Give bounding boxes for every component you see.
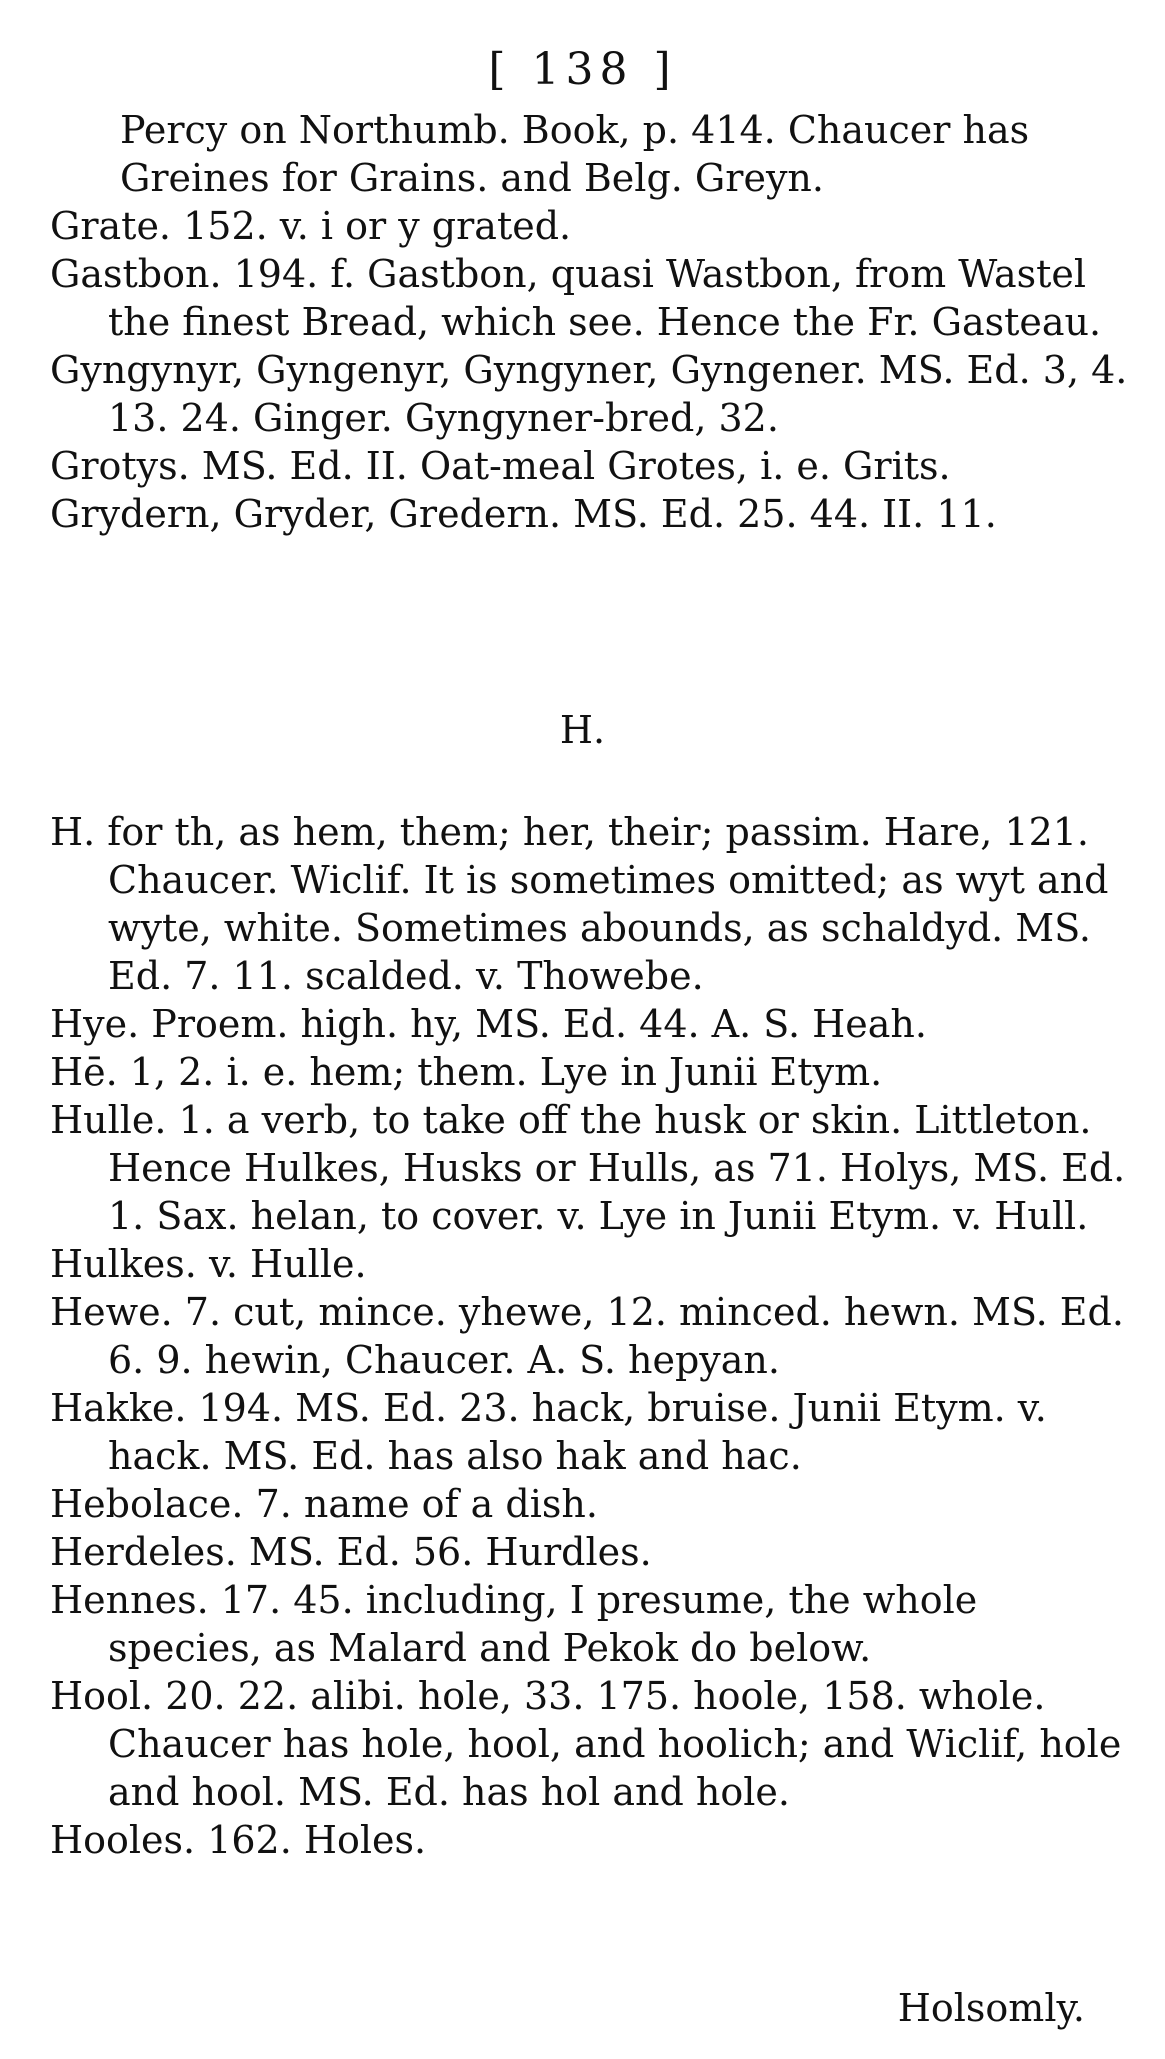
glossary-entry-he: Hē. 1, 2. i. e. hem; them. Lye in Junii Etym. [50,1050,883,1094]
glossary-entry-hye: Hye. Proem. high. hy, MS. Ed. 44. A. S. Heah. [50,1002,927,1046]
glossary-entry-hebolace: Hebolace. 7. name of a dish. [50,1482,598,1526]
glossary-entry-h: H. for th, as hem, them; her, their; passim. Hare, 121. Chaucer. Wiclif. It is sometimes omitted; as wyt and wyte, white. Sometimes abounds, as schaldyd. MS. Ed. 7. 11. scalded. v. Thowebe. [50,810,1109,998]
glossary-entry-hooles: Hooles. 162. Holes. [50,1818,427,1862]
glossary-entry-hulkes: Hulkes. v. Hulle. [50,1242,367,1286]
glossary-entry-hool: Hool. 20. 22. alibi. hole, 33. 175. hoole, 158. whole. Chaucer has hole, hool, and hoolich; and Wiclif, hole and hool. MS. Ed. has hol and hole. [50,1674,1122,1814]
glossary-entry-hewe: Hewe. 7. cut, mince. yhewe, 12. minced. hewn. MS. Ed. 6. 9. hewin, Chaucer. A. S. hepyan. [50,1290,1124,1382]
catchword: Holsomly. [897,1986,1085,2030]
g-entries-list [50,106,1130,538]
glossary-entry-grate: Grate. 152. v. i or y grated. [50,204,572,248]
glossary-entry-percy: Percy on Northumb. Book, p. 414. Chaucer has Greines for Grains. and Belg. Greyn. [120,108,1030,200]
section-heading: H. [559,708,606,752]
glossary-entry-gastbon: Gastbon. 194. f. Gastbon, quasi Wastbon, from Wastel the finest Bread, which see. Hence the Fr. Gasteau. [50,252,1102,344]
glossary-entry-hulle: Hulle. 1. a verb, to take off the husk or skin. Littleton. Hence Hulkes, Husks or Hulls, as 71. Holys, MS. Ed. 1. Sax. helan, to cover. v. Lye in Junii Etym. v. Hull. [50,1098,1126,1238]
page-number: [ 138 ] [488,44,677,95]
glossary-entry-gyngynyr: Gyngynyr, Gyngenyr, Gyngyner, Gyngener. MS. Ed. 3, 4. 13. 24. Ginger. Gyngyner-bred, 32. [50,348,1128,440]
glossary-entry-grydern: Grydern, Gryder, Gredern. MS. Ed. 25. 44. II. 11. [50,492,997,536]
glossary-entry-hennes: Hennes. 17. 45. including, I presume, the whole species, as Malard and Pekok do below. [50,1578,978,1670]
glossary-entry-hakke: Hakke. 194. MS. Ed. 23. hack, bruise. Junii Etym. v. hack. MS. Ed. has also hak and hac. [50,1386,1047,1478]
h-entries-list [50,808,1130,1864]
glossary-entry-herdeles: Herdeles. MS. Ed. 56. Hurdles. [50,1530,652,1574]
glossary-entry-grotys: Grotys. MS. Ed. II. Oat-meal Grotes, i. e. Grits. [50,444,951,488]
